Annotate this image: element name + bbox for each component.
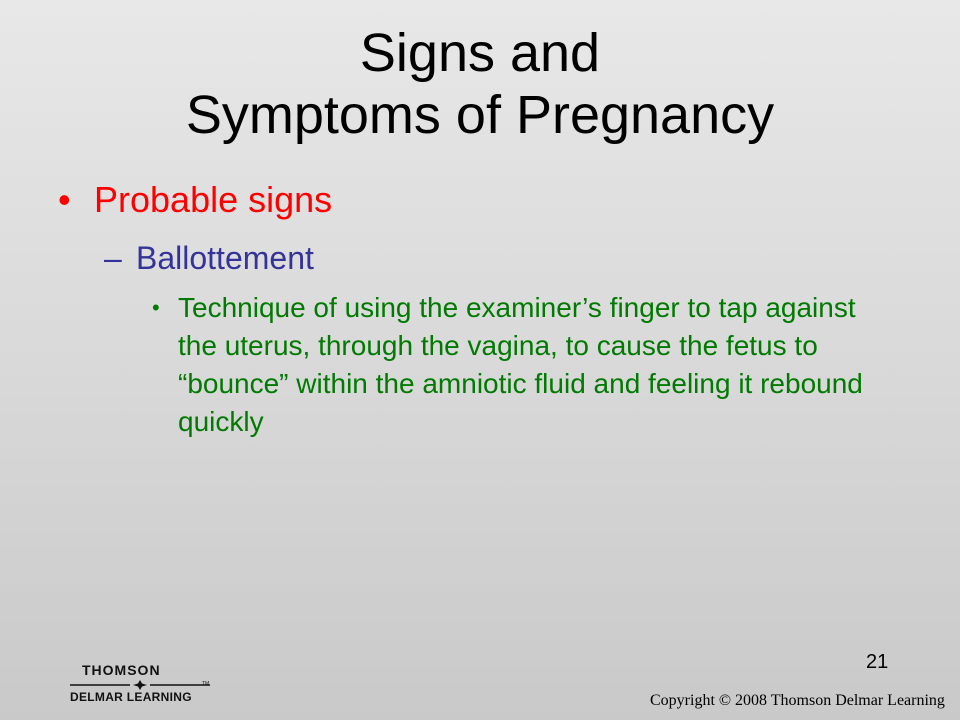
definition-text: Technique of using the examiner’s finger to tap against the uterus, through the vagina, to cause the fetus to “bounce” within the amniotic fluid and feeling it rebound quickly (178, 292, 863, 437)
bullet-probable-signs (58, 178, 332, 222)
logo-top-text: THOMSON (82, 662, 161, 678)
logo-trademark: TM (202, 681, 210, 687)
bullet-icon: • (58, 179, 71, 220)
logo-bottom-text: DELMAR LEARNING (70, 690, 192, 704)
logo-star-icon (70, 680, 210, 690)
dash-icon: – (104, 240, 122, 276)
sub-bullet-text: Ballottement (136, 240, 314, 276)
slide-title-line-1: Signs and (359, 23, 601, 83)
sub-bullet-ballottement (104, 238, 314, 278)
copyright-text: Copyright © 2008 Thomson Delmar Learning (650, 692, 945, 709)
slide-title-line-2: Symptoms of Pregnancy (185, 85, 775, 145)
slide-title (0, 22, 960, 146)
sub-sub-bullet-definition (152, 289, 892, 441)
slide-number: 21 (866, 651, 889, 673)
thomson-delmar-logo (70, 662, 220, 708)
bullet-icon: • (152, 295, 160, 320)
bullet-text: Probable signs (94, 179, 333, 220)
